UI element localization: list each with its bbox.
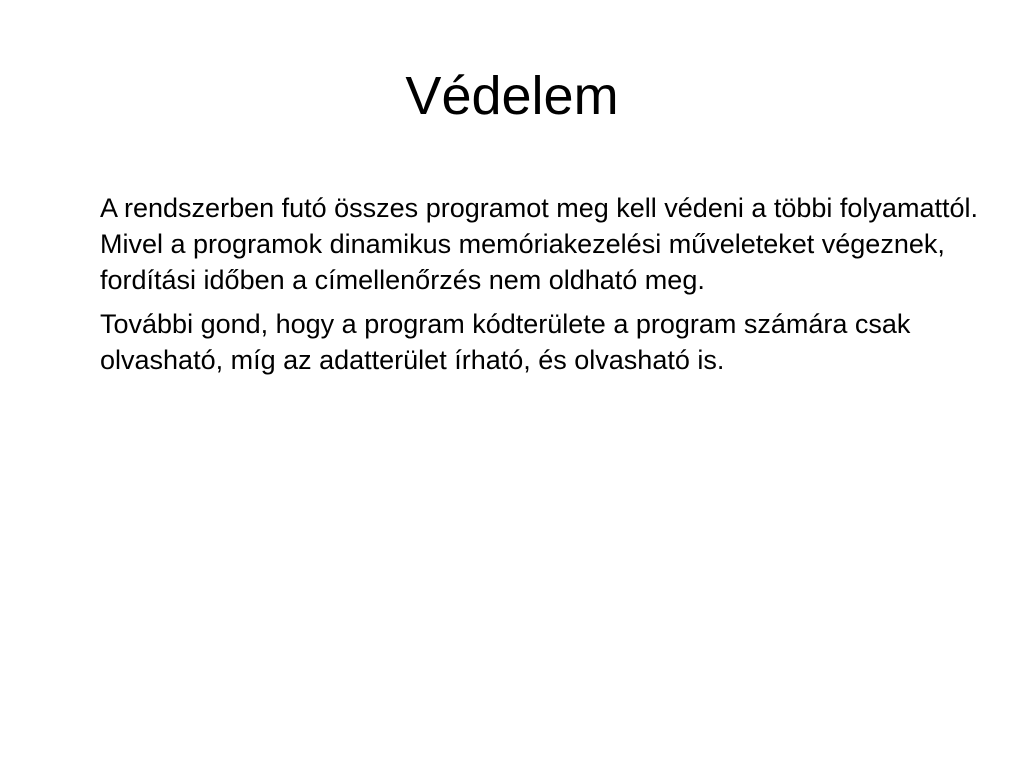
slide-title: Védelem <box>405 66 619 126</box>
body-paragraph-1: A rendszerben futó összes programot meg kell védeni a többi folyamattól. Mivel a programok dinamikus memóriakezelési műveleteket végeznek, fordítási időben a címellenőrzés nem oldható meg. <box>100 193 978 295</box>
slide-body <box>100 190 980 386</box>
body-paragraph-2: További gond, hogy a program kódterülete a program számára csak olvasható, míg az adatterület írható, és olvasható is. <box>100 309 911 375</box>
